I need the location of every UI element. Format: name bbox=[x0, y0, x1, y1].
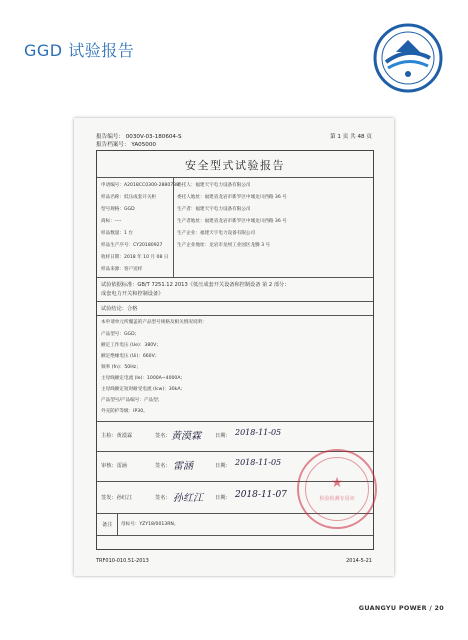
remark-label: 备注 bbox=[102, 522, 113, 528]
test-standard: 试验依据标准：GB/T 7251.12 2013《低压成套开关设备和控制设备 第 2 部分： bbox=[101, 282, 290, 288]
page-footer: GUANGYU POWER / 20 bbox=[358, 604, 444, 612]
report-title: 安全型式试验报告 bbox=[185, 159, 285, 172]
report-number: 报告编号： 0030V-03-180604-S bbox=[96, 134, 182, 140]
inspector-sign-label: 签名： bbox=[155, 433, 171, 439]
report-archive-number: 报告档案号： YA05000 bbox=[96, 142, 156, 148]
report-frame bbox=[96, 150, 374, 550]
test-conclusion: 试验结论：合格 bbox=[101, 306, 138, 312]
inspector-date-label: 日期： bbox=[215, 433, 231, 439]
page-info: 第 1 页 共 48 页 bbox=[330, 134, 372, 140]
form-date: 2014-5-21 bbox=[346, 558, 372, 564]
param-item: 主母线额定电流 (Ie)：1000A~4000A； bbox=[101, 376, 186, 381]
param-item: 外壳防护等级：IP30。 bbox=[101, 409, 148, 414]
field-left: 商标：---- bbox=[101, 219, 122, 224]
params-intro: 本申请单元所覆盖的产品型号规格及相关情况说明： bbox=[101, 320, 207, 325]
inspector-date: 2018-11-05 bbox=[235, 428, 282, 437]
inspector-signature: 黄漠霖 bbox=[171, 431, 201, 442]
param-item: 产品型号：GGD； bbox=[101, 332, 140, 337]
field-left: 样品名称：低压成套开关柜 bbox=[101, 195, 157, 200]
param-item: 主母线额定短时耐受电流 (Icw)：30kA； bbox=[101, 387, 186, 392]
field-left: 样品生产序号：CY20180927 bbox=[101, 243, 163, 248]
field-left: 样品来源：客户送样 bbox=[101, 267, 143, 272]
param-item: 额定工作电压 (Ue)：380V； bbox=[101, 343, 161, 348]
field-right: 生产企业：福建天宇电力设备有限公司 bbox=[177, 231, 256, 236]
field-right: 委托人地址：福建省龙岩市新罗区中城龙川西路 36 号 bbox=[177, 195, 287, 200]
inspector-role: 主检：黄漠霖 bbox=[101, 433, 133, 439]
approver-date: 2018-11-07 bbox=[235, 490, 287, 500]
reviewer-date: 2018-11-05 bbox=[235, 458, 282, 467]
remark-text: 母标号：YZY18/0013RN。 bbox=[121, 522, 179, 527]
reviewer-signature: 雷涵 bbox=[173, 461, 193, 472]
reviewer-role: 审核：雷涵 bbox=[101, 463, 127, 469]
param-item: 产品型号/产品编号：产品型； bbox=[101, 398, 163, 403]
field-left: 收样日期：2018 年 10 月 08 日 bbox=[101, 255, 169, 260]
official-seal-icon: ★ 检验检测专用章 bbox=[297, 449, 377, 529]
param-item: 频率 (fn)：50Hz； bbox=[101, 365, 141, 370]
field-left: 样品数量：1 台 bbox=[101, 231, 133, 236]
approver-role: 签发：孙红江 bbox=[101, 495, 133, 501]
form-code: TRF010-010.51-2013 bbox=[96, 558, 149, 564]
field-right: 生产企业地址：龙岩市龙州工业园区龙腾 3 号 bbox=[177, 243, 271, 248]
field-right: 委托人：福建天宇电力设备有限公司 bbox=[177, 183, 251, 188]
page-title: GGD 试验报告 bbox=[24, 41, 135, 60]
field-left: 型号规格：GGD bbox=[101, 207, 135, 212]
field-right: 生产者地址：福建省龙岩市新罗区中城龙川西路 36 号 bbox=[177, 219, 287, 224]
approver-signature: 孙红江 bbox=[173, 493, 203, 504]
report-sheet bbox=[74, 118, 394, 576]
reviewer-sign-label: 签名： bbox=[155, 463, 171, 469]
test-standard-cont: 成套电力开关和控制设备》 bbox=[101, 291, 164, 297]
company-logo-icon bbox=[372, 22, 444, 94]
field-left: 申请编号：A2018CC0300-2880738 bbox=[101, 183, 180, 188]
approver-date-label: 日期： bbox=[215, 495, 231, 501]
approver-sign-label: 签名： bbox=[155, 495, 171, 501]
reviewer-date-label: 日期： bbox=[215, 463, 231, 469]
param-item: 额定绝缘电压 (Ui)：660V； bbox=[101, 354, 160, 359]
field-right: 生产者：福建天宇电力设备有限公司 bbox=[177, 207, 251, 212]
